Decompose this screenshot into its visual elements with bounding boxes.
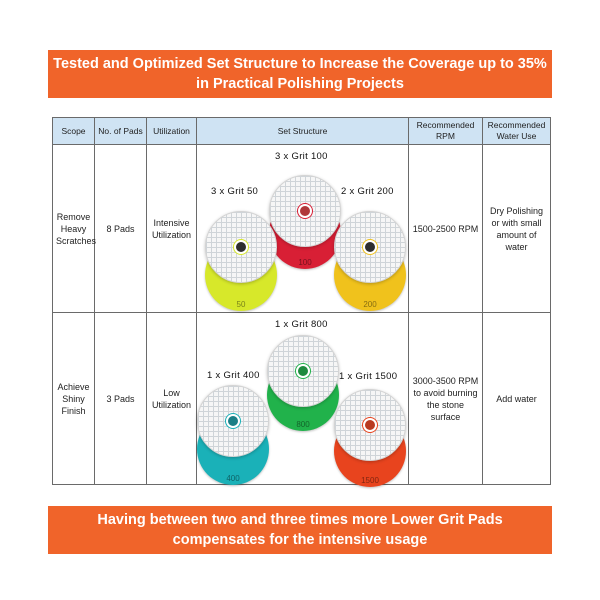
pad-number: 1500 <box>361 476 379 485</box>
pad-number: 50 <box>236 300 246 309</box>
grit-label: 1 x Grit 1500 <box>339 371 398 382</box>
scope-cell: Achieve Shiny Finish <box>53 313 95 485</box>
pad-hub <box>228 416 238 426</box>
rpm-cell: 1500-2500 RPM <box>409 145 483 313</box>
header-structure: Set Structure <box>197 118 409 145</box>
top-banner-line-2: in Practical Polishing Projects <box>196 76 404 92</box>
utilization-cell: Intensive Utilization <box>147 145 197 313</box>
table-row <box>53 313 551 485</box>
pad-number: 100 <box>298 258 312 267</box>
pad-hub <box>236 242 246 252</box>
grit-label: 3 x Grit 100 <box>275 151 328 162</box>
grit-label: 2 x Grit 200 <box>341 186 394 197</box>
pad-grit-400 <box>197 385 269 483</box>
pads-cell: 3 Pads <box>95 313 147 485</box>
header-rpm: Recommended RPM <box>409 118 483 145</box>
set-structure-cell <box>197 145 409 313</box>
bottom-banner-line-2: compensates for the intensive usage <box>172 532 428 548</box>
set-structure-table <box>52 117 551 485</box>
top-banner-line-1: Tested and Optimized Set Structure to Increase the Coverage up to 35% <box>53 56 547 72</box>
pad-hub <box>300 206 310 216</box>
header-water: Recommended Water Use <box>483 118 551 145</box>
scope-cell: Remove Heavy Scratches <box>53 145 95 313</box>
rpm-cell: 3000-3500 RPM to avoid burning the stone surface <box>409 313 483 485</box>
header-pads: No. of Pads <box>95 118 147 145</box>
header-scope: Scope <box>53 118 95 145</box>
pad-number: 800 <box>296 420 310 429</box>
pad-grit-1500 <box>334 389 406 485</box>
water-cell: Add water <box>483 313 551 485</box>
pads-cell: 8 Pads <box>95 145 147 313</box>
grit-label: 1 x Grit 400 <box>207 370 260 381</box>
bottom-banner <box>48 506 552 554</box>
grit-label: 1 x Grit 800 <box>275 319 328 330</box>
header-utilization: Utilization <box>147 118 197 145</box>
grit-label: 3 x Grit 50 <box>211 186 259 197</box>
pad-grit-100 <box>269 175 341 267</box>
pad-hub <box>365 420 375 430</box>
pad-hub <box>298 366 308 376</box>
pad-hub <box>365 242 375 252</box>
table-header-row <box>53 118 551 145</box>
set-structure-cell <box>197 313 409 485</box>
table-row <box>53 145 551 313</box>
pad-grit-200 <box>334 211 406 309</box>
water-cell: Dry Polishing or with small amount of water <box>483 145 551 313</box>
utilization-cell: Low Utilization <box>147 313 197 485</box>
pad-number: 400 <box>226 474 240 483</box>
pad-grit-800 <box>267 335 339 429</box>
top-banner <box>48 50 552 98</box>
pad-number: 200 <box>363 300 377 309</box>
pad-grit-50 <box>205 211 277 309</box>
bottom-banner-line-1: Having between two and three times more Lower Grit Pads <box>97 512 503 528</box>
